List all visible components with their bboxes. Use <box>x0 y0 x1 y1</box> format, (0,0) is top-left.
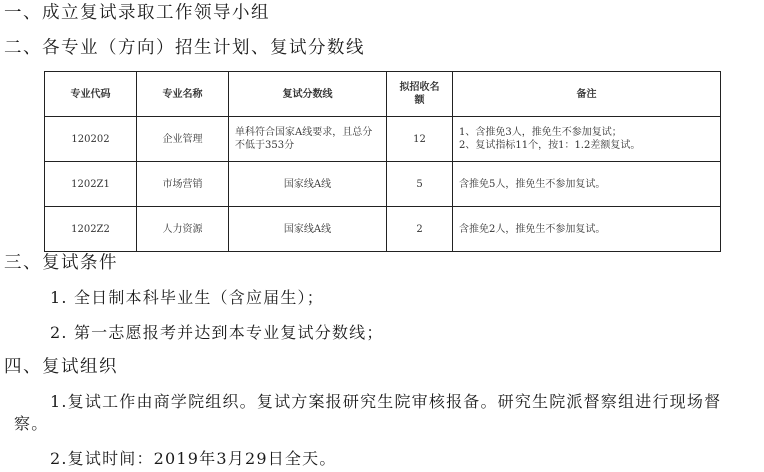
cell-quota: 5 <box>387 162 453 207</box>
organization-item: 2.复试时间：2019年3月29日全天。 <box>50 449 337 468</box>
cell-code: 120202 <box>45 117 137 162</box>
cell-remarks <box>453 207 721 252</box>
cell-remarks <box>453 117 721 162</box>
condition-item: 2. 第一志愿报考并达到本专业复试分数线； <box>50 323 384 342</box>
table-row <box>45 162 721 207</box>
section-1-heading: 一、成立复试录取工作领导小组 <box>4 3 270 23</box>
section-4-heading: 四、复试组织 <box>4 357 118 377</box>
cell-quota: 2 <box>387 207 453 252</box>
cell-quota: 12 <box>387 117 453 162</box>
cell-name: 人力资源 <box>137 207 229 252</box>
enrollment-plan-table <box>44 71 721 252</box>
header-remarks: 备注 <box>453 72 721 117</box>
header-quota: 拟招收名额 <box>387 72 453 117</box>
remark-line-1: 含推免2人，推免生不参加复试。 <box>459 223 606 235</box>
organization-item: 1.复试工作由商学院组织。复试方案报研究生院审核报备。研究生院派督察组进行现场督察。 <box>14 392 722 433</box>
section-2-heading: 二、各专业（方向）招生计划、复试分数线 <box>4 38 365 58</box>
section-3-heading: 三、复试条件 <box>4 253 118 273</box>
header-major-name: 专业名称 <box>137 72 229 117</box>
header-major-code: 专业代码 <box>45 72 137 117</box>
table-row <box>45 207 721 252</box>
cell-score-line: 国家线A线 <box>229 207 387 252</box>
remark-line-1: 1、含推免3人，推免生不参加复试； <box>459 127 622 138</box>
remark-line-2: 2、复试指标11个，按1：1.2差额复试。 <box>459 140 641 151</box>
cell-score-line: 单科符合国家A线要求，且总分不低于353分 <box>229 117 387 162</box>
cell-name: 市场营销 <box>137 162 229 207</box>
header-score-line: 复试分数线 <box>229 72 387 117</box>
condition-item: 1. 全日制本科毕业生（含应届生）； <box>50 288 324 307</box>
remark-line-1: 含推免5人，推免生不参加复试。 <box>459 178 606 190</box>
cell-score-line: 国家线A线 <box>229 162 387 207</box>
table-row <box>45 117 721 162</box>
cell-code: 1202Z1 <box>45 162 137 207</box>
cell-name: 企业管理 <box>137 117 229 162</box>
cell-remarks <box>453 162 721 207</box>
cell-code: 1202Z2 <box>45 207 137 252</box>
table-header-row <box>45 72 721 117</box>
